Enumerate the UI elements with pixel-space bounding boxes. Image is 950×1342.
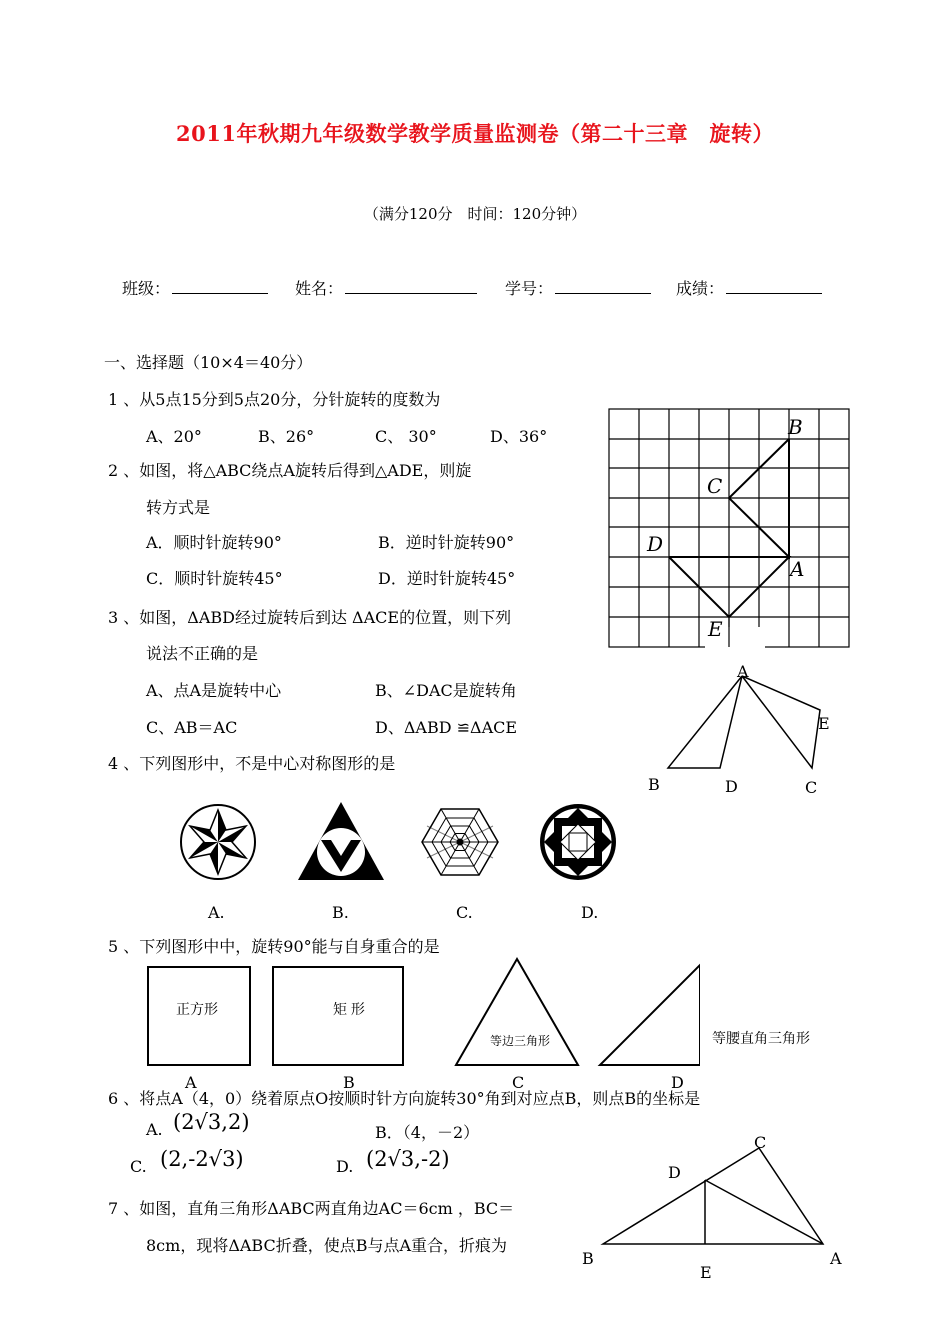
q2-option-c: C．顺时针旋转45°	[146, 569, 283, 588]
q7-stem-line2: 8cm，现将ΔABC折叠，使点B与点A重合，折痕为	[146, 1236, 508, 1255]
q1-option-c: C、 30°	[375, 427, 437, 446]
q3-triangle-figure	[660, 670, 830, 780]
id-blank[interactable]	[555, 277, 651, 294]
q5-shape-a-label: 正方形	[176, 1001, 218, 1017]
q6-option-c-value: (2,-2√3)	[160, 1147, 244, 1171]
q3-option-b: B、∠DAC是旋转角	[375, 681, 517, 700]
q6-option-c: C.	[130, 1157, 147, 1176]
q2-option-d: D．逆时针旋转45°	[378, 569, 516, 588]
q6-option-d: D.	[336, 1157, 354, 1176]
page-subtitle: （满分120分 时间：120分钟）	[363, 205, 587, 223]
q6-option-d-value: (2√3,-2)	[366, 1147, 450, 1171]
q2-stem-line2: 转方式是	[146, 498, 211, 517]
q7-stem-line1: 7 、如图，直角三角形ΔABC两直角边AC＝6cm ，BC＝	[108, 1199, 515, 1218]
score-field[interactable]	[676, 276, 822, 299]
grid-label-a: A	[790, 557, 805, 581]
name-label: 姓名：	[295, 279, 344, 298]
q7-triangle-figure	[595, 1140, 835, 1250]
q4-figure-a	[181, 805, 255, 879]
q5-label-b: B	[343, 1073, 355, 1092]
q3-label-d: D	[725, 777, 738, 796]
q4-label-b: B.	[332, 903, 349, 922]
q3-option-a: A、点A是旋转中心	[146, 681, 282, 700]
q2-option-b: B．逆时针旋转90°	[378, 533, 515, 552]
q5-figures	[140, 955, 700, 1075]
section-heading: 一、选择题（10×4＝40分）	[104, 353, 313, 372]
q3-label-a: A	[737, 662, 749, 681]
q3-label-b: B	[648, 775, 660, 794]
q7-label-c: C	[754, 1133, 767, 1152]
q5-shape-b-label: 矩 形	[333, 1001, 365, 1017]
q3-option-d: D、ΔABD ≌ΔACE	[375, 718, 518, 737]
q6-option-a: A.	[146, 1120, 163, 1139]
q5-label-a: A	[185, 1073, 197, 1092]
q5-label-d: D	[671, 1073, 684, 1092]
class-field[interactable]	[122, 276, 268, 299]
q3-stem-line2: 说法不正确的是	[146, 644, 259, 663]
q1-option-b: B、26°	[258, 427, 315, 446]
q4-stem: 4 、下列图形中，不是中心对称图形的是	[108, 754, 396, 773]
q7-label-d: D	[668, 1163, 681, 1182]
q7-label-e: E	[700, 1263, 712, 1282]
q7-label-b: B	[582, 1249, 594, 1268]
q3-label-e: E	[818, 714, 830, 733]
q7-label-a: A	[830, 1249, 842, 1268]
q4-figure-d	[540, 804, 616, 880]
q1-option-d: D、36°	[490, 427, 548, 446]
q2-stem-line1: 2 、如图，将△ABC绕点A旋转后得到△ADE，则旋	[108, 461, 472, 480]
name-field[interactable]	[295, 276, 477, 299]
q3-stem-line1: 3 、如图，ΔABD经过旋转后到达 ΔACE的位置，则下列	[108, 608, 512, 627]
q5-shape-d-label: 等腰直角三角形	[712, 1030, 810, 1046]
q4-figure-c	[422, 809, 498, 875]
score-label: 成绩：	[676, 279, 725, 298]
q3-label-c: C	[805, 778, 818, 797]
q4-label-d: D.	[581, 903, 599, 922]
grid-label-c: C	[707, 474, 723, 498]
q5-stem: 5 、下列图形中中，旋转90°能与自身重合的是	[108, 937, 440, 956]
name-blank[interactable]	[345, 277, 477, 294]
q3-option-c: C、AB＝AC	[146, 718, 238, 737]
q1-stem: 1 、从5点15分到5点20分，分针旋转的度数为	[108, 390, 441, 409]
q5-label-c: C	[512, 1073, 525, 1092]
page-title: 2011年秋期九年级数学教学质量监测卷（第二十三章 旋转）	[176, 121, 774, 146]
q5-shape-c-label: 等边三角形	[490, 1034, 551, 1048]
q1-option-a: A、20°	[146, 427, 202, 446]
q6-stem: 6 、将点A（4，0）绕着原点O按顺时针方向旋转30°角到对应点B，则点B的坐标是	[108, 1089, 701, 1108]
q2-grid-figure	[605, 405, 855, 651]
grid-label-d: D	[647, 532, 664, 556]
q5-right-triangle	[600, 965, 700, 1065]
q6-option-b: B．（4，－2）	[375, 1123, 480, 1142]
q4-label-c: C.	[456, 903, 473, 922]
q4-figure-b	[298, 802, 384, 880]
class-label: 班级：	[122, 279, 171, 298]
q5-equilateral-triangle	[456, 959, 578, 1065]
q2-option-a: A．顺时针旋转90°	[146, 533, 282, 552]
id-field[interactable]	[505, 276, 651, 299]
q6-option-a-value: (2√3,2)	[173, 1110, 250, 1134]
q4-figures	[178, 798, 658, 888]
class-blank[interactable]	[172, 277, 268, 294]
q4-label-a: A.	[208, 903, 225, 922]
id-label: 学号：	[505, 279, 554, 298]
grid-label-e: E	[708, 617, 723, 641]
score-blank[interactable]	[726, 277, 822, 294]
grid-label-b: B	[788, 415, 803, 439]
